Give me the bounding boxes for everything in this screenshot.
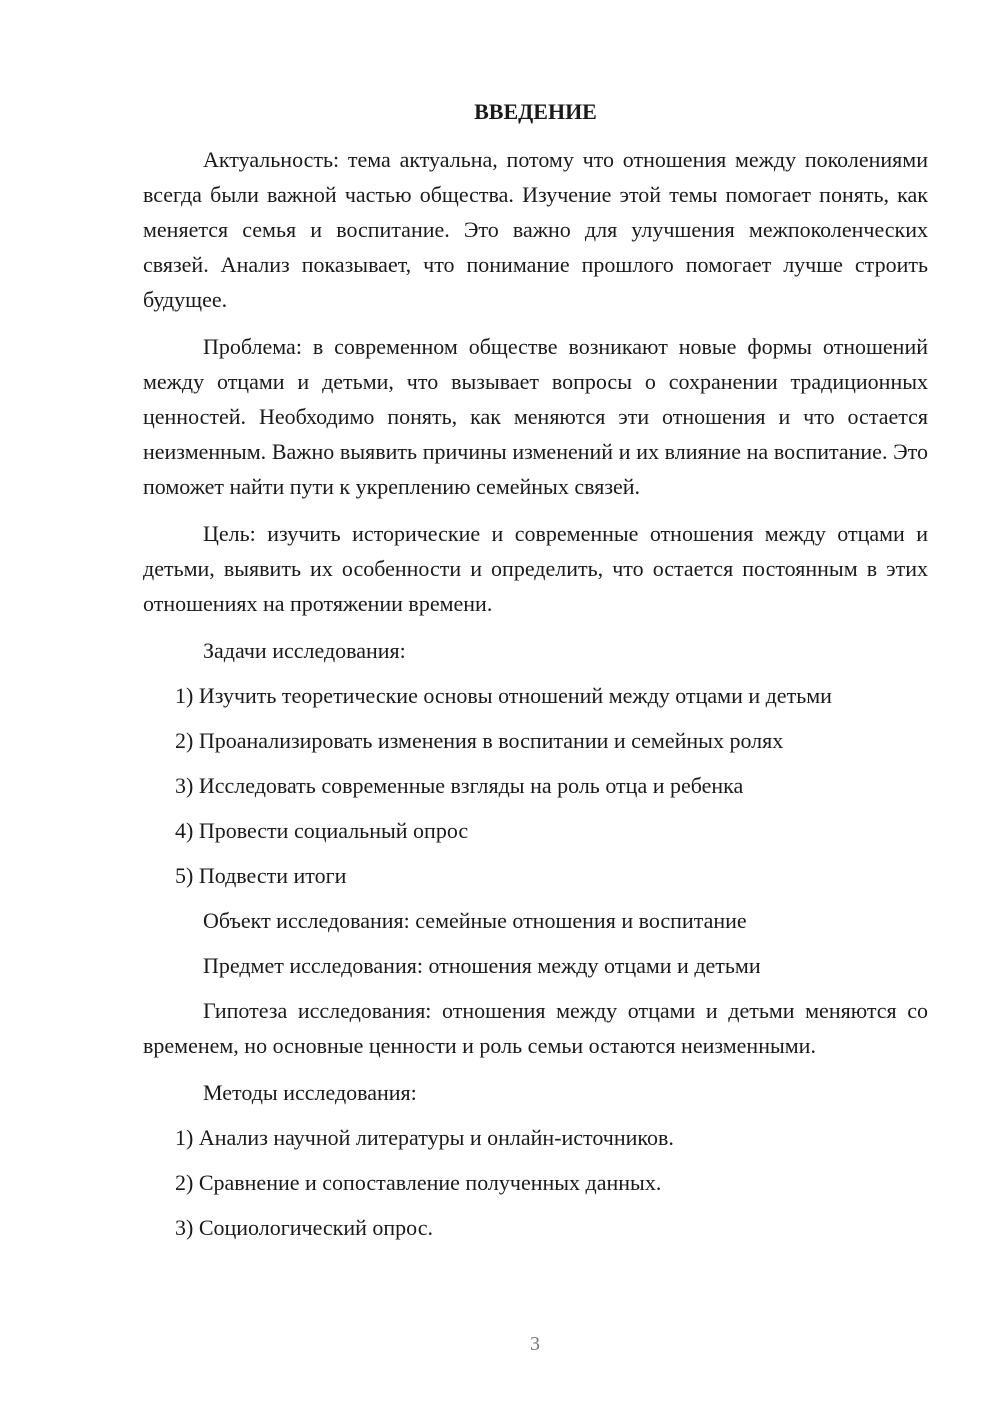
research-subject: Предмет исследования: отношения между отцами и детьми <box>203 953 761 978</box>
page-title: ВВЕДЕНИЕ <box>474 99 597 124</box>
task-item: 4) Провести социальный опрос <box>175 818 469 843</box>
task-item: 1) Изучить теоретические основы отношений между отцами и детьми <box>175 683 832 708</box>
task-item: 5) Подвести итоги <box>175 863 347 888</box>
page-content <box>143 94 928 1255</box>
task-item: 3) Исследовать современные взгляды на роль отца и ребенка <box>175 773 744 798</box>
method-item: 1) Анализ научной литературы и онлайн-источников. <box>175 1125 674 1150</box>
relevance-paragraph: Актуальность: тема актуальна, потому что отношения между поколениями всегда были важной частью общества. Изучение этой темы помогает понять, как меняется семья и воспитание. Это важно для улучшения межпоколенческих связей. Анализ показывает, что понимание прошлого помогает лучше строить будущее. <box>143 147 928 312</box>
problem-paragraph: Проблема: в современном обществе возникают новые формы отношений между отцами и детьми, что вызывает вопросы о сохранении традиционных ценностей. Необходимо понять, как меняются эти отношения и что остается неизменным. Важно выявить причины изменений и их влияние на воспитание. Это поможет найти пути к укреплению семейных связей. <box>143 334 928 499</box>
method-item: 2) Сравнение и сопоставление полученных данных. <box>175 1170 662 1195</box>
tasks-heading: Задачи исследования: <box>203 638 406 663</box>
page-number: 3 <box>530 1333 540 1355</box>
task-item: 2) Проанализировать изменения в воспитании и семейных ролях <box>175 728 784 753</box>
methods-heading: Методы исследования: <box>203 1080 417 1105</box>
hypothesis-paragraph: Гипотеза исследования: отношения между отцами и детьми меняются со временем, но основные ценности и роль семьи остаются неизменными. <box>143 998 928 1058</box>
goal-paragraph: Цель: изучить исторические и современные отношения между отцами и детьми, выявить их особенности и определить, что остается постоянным в этих отношениях на протяжении времени. <box>143 521 928 616</box>
method-item: 3) Социологический опрос. <box>175 1215 433 1240</box>
research-object: Объект исследования: семейные отношения и воспитание <box>203 908 747 933</box>
